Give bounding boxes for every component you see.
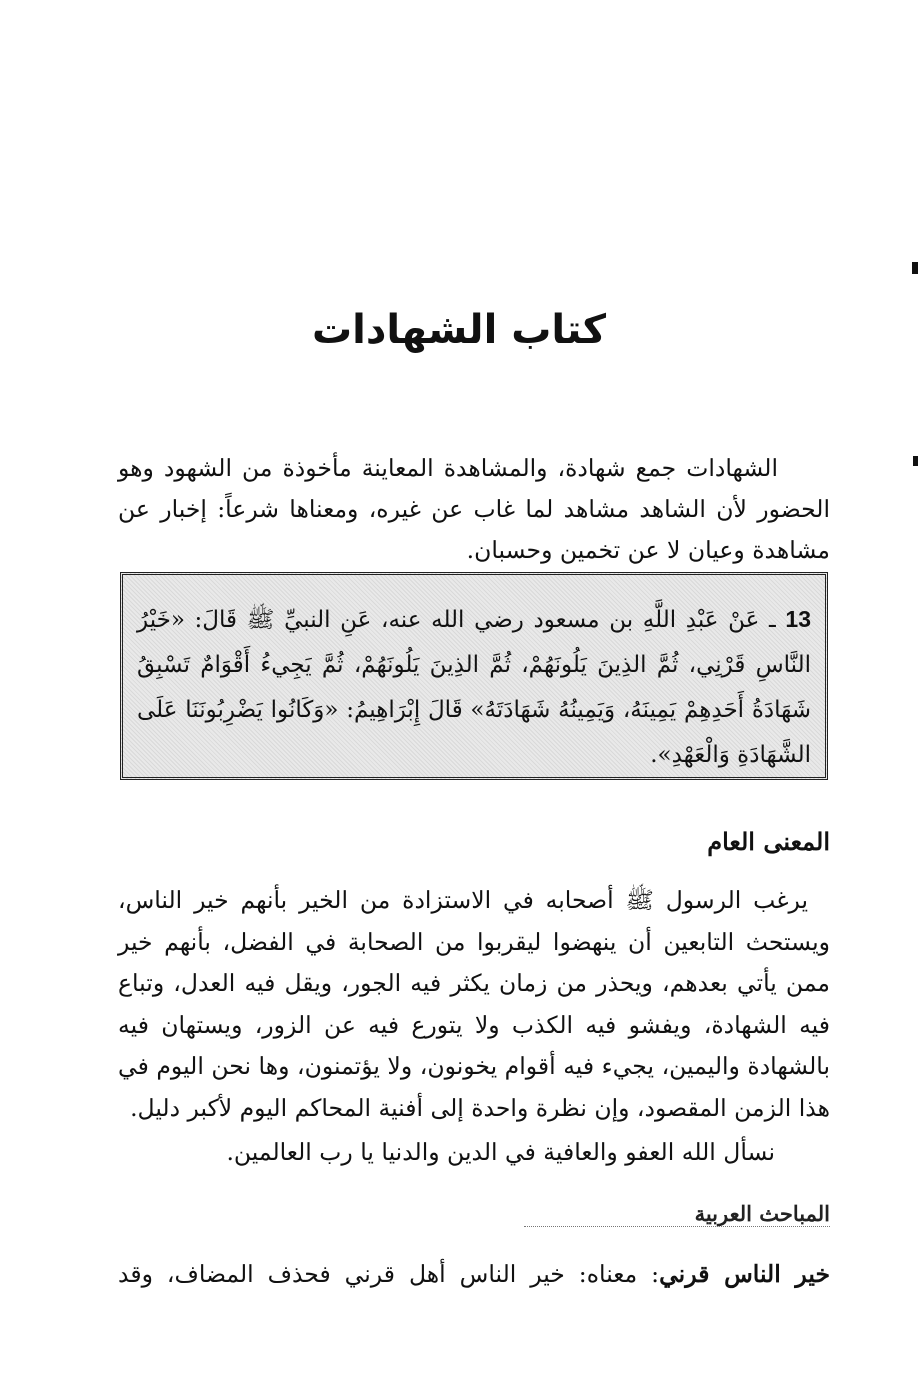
hadith-number: 13 xyxy=(785,606,811,632)
hadith-text: ـ عَنْ عَبْدِ اللَّهِ بن مسعود رضي الله عنه، عَنِ النبيِّ ﷺ قَالَ: «خَيْرُ النَّاسِ قَرْنِي، ثُمَّ الذِينَ يَلُونَهُمْ، ثُمَّ الذِينَ يَلُونَهُمْ، ثُمَّ يَجِيءُ أَقْوَامٌ تَسْبِقُ شَهَادَةُ أَحَدِهِمْ يَمِينَهُ، وَيَمِينُهُ شَهَادَتَهُ» قَالَ إِبْرَاهِيمُ: «وَكَانُوا يَضْرِبُونَنَا عَلَى الشَّهَادَةِ وَالْعَهْدِ». xyxy=(137,607,811,768)
arabic-topics-paragraph xyxy=(118,1254,830,1295)
closing-prayer: نسأل الله العفو والعافية في الدين والدنيا يا رب العالمين. xyxy=(226,1138,775,1166)
chapter-title: كتاب الشهادات xyxy=(311,307,607,353)
term-explanation: : معناه: خير الناس أهل قرني فحذف المضاف، وقد xyxy=(118,1260,660,1288)
general-meaning-heading: المعنى العام xyxy=(707,827,830,856)
page-edge-mark xyxy=(913,456,918,466)
page-edge-mark xyxy=(912,262,918,274)
arabic-topics-heading: المباحث العربية xyxy=(694,1201,830,1226)
explained-term: خير الناس قرني xyxy=(659,1260,830,1288)
general-meaning-paragraph: يرغب الرسول ﷺ أصحابه في الاستزادة من الخير بأنهم خير الناس، ويستحث التابعين أن ينهضوا ليقربوا من الصحابة في الفضل، بأنهم خير ممن يأتي بعدهم، ويحذر من زمان يكثر فيه الجور، ويقل فيه العدل، وتباع فيه الشهادة، ويفشو فيه الكذب ولا يتورع فيه عن الزور، ويستهان فيه بالشهادة واليمين، يجيء فيه أقوام يخونون، ولا يؤتمنون، وها نحن اليوم في هذا الزمن المقصود، وإن نظرة واحدة إلى أفنية المحاكم اليوم لأكبر دليل. xyxy=(118,886,830,1122)
section-divider xyxy=(524,1226,830,1227)
hadith-box xyxy=(120,572,828,780)
intro-paragraph: الشهادات جمع شهادة، والمشاهدة المعاينة مأخوذة من الشهود وهو الحضور لأن الشاهد مشاهد لما غاب عن غيره، ومعناها شرعاً: إخبار عن مشاهدة وعيان لا عن تخمين وحسبان. xyxy=(118,454,830,564)
